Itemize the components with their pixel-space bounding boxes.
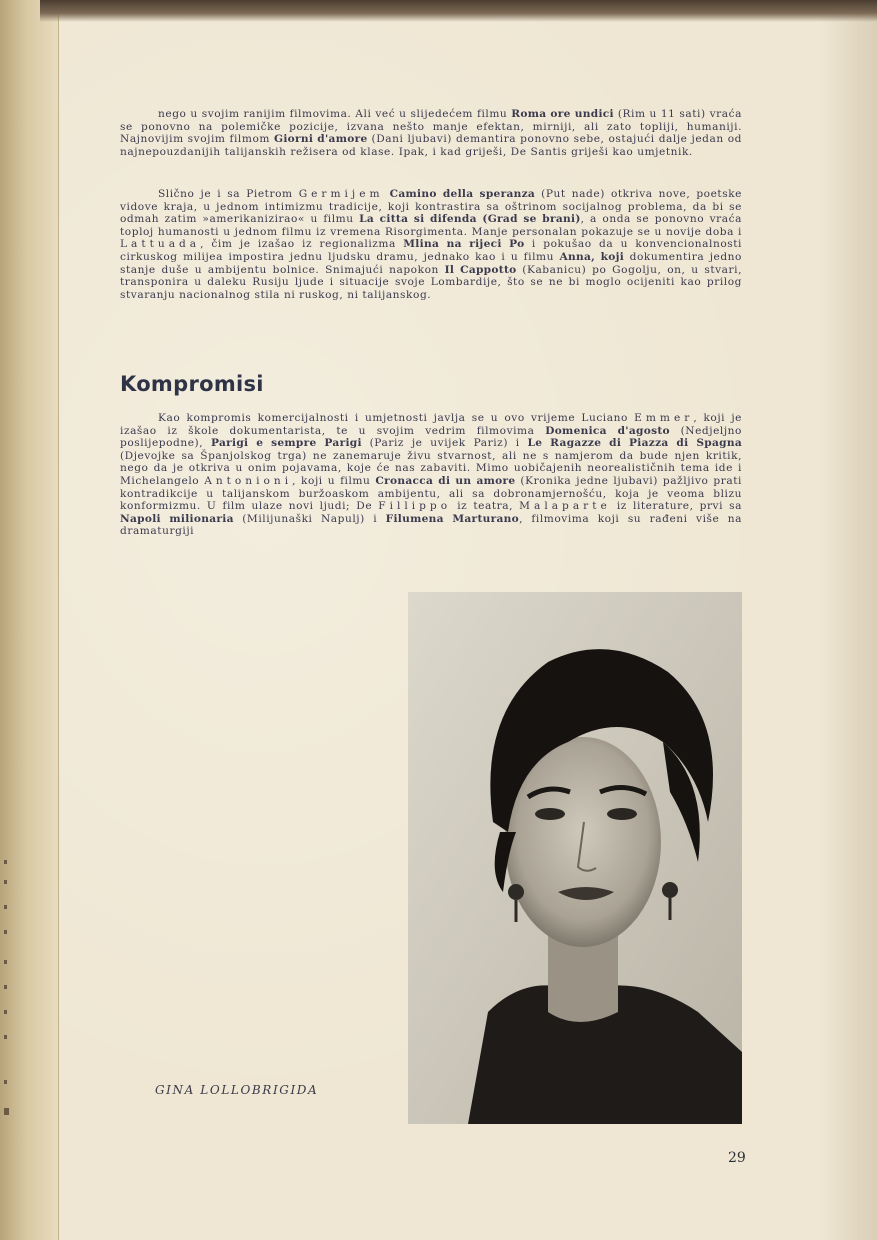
gutter-mark: [4, 1108, 9, 1115]
top-shadow-band: [40, 0, 877, 22]
paragraph-2: Slično je i sa Pietrom Germijem Camino della speranza (Put nade) otkriva nove, poetske vidove kraja, u jednom intimizmu tradicije, koji kontrastira sa oštrinom socijalnog problema, da bi se odmah zatim »amerikanizirao« u filmu La citta si difenda (Grad se brani), a onda se ponovno vraća toploj humanosti u jednom filmu iz vremena Risorgimenta. Manje personalan pokazuje se u novije doba i Lattuada, čim je izašao iz regionalizma Mlina na rijeci Po i pokušao da u konvencionalnosti cirkuskog milijea impostira jednu ljudsku dramu, jednako kao i u filmu Anna, koji dokumentira jedno stanje duše u ambijentu bolnice. Snimajući napokon Il Cappotto (Kabanicu) po Gogolju, on, u stvari, transponira u daleku Rusiju ljude i situacije svoje Lombardije, što se ne bi moglo ocijeniti kao prilog stvaranju nacionalnog stila ni ruskog, ni talijanskog.: [120, 188, 743, 301]
section-heading: Kompromisi: [120, 372, 264, 396]
gutter-mark: [4, 985, 7, 989]
gutter-mark: [4, 1010, 7, 1014]
gutter-mark: [4, 860, 7, 864]
portrait-illustration: [408, 592, 742, 1124]
gutter-mark: [4, 880, 7, 884]
gutter-mark: [4, 960, 7, 964]
gutter-mark: [4, 930, 7, 934]
paragraph-3: Kao kompromis komercijalnosti i umjetnosti javlja se u ovo vrijeme Luciano Emmer, koji je izašao iz škole dokumentarista, te u svojim vedrim filmovima Domenica d'agosto (Nedjeljno poslijepodne), Parigi e sempre Parigi (Pariz je uvijek Pariz) i Le Ragazze di Piazza di Spagna (Djevojke sa Španjolskog trga) ne zanemaruje živu stvarnost, ali ne s namjerom da bude njen kritik, nego da je otkriva u onim pojavama, koje će nas zabaviti. Mimo uobičajenih neorealističnih tema ide i Michelangelo Antonioni, koji u filmu Cronacca di un amore (Kronika jedne ljubavi) pažljivo prati kontradikcije u talijanskom buržoaskom ambijentu, ali sa dobronamjernošću, koja je veoma blizu konformizmu. U film ulaze novi ljudi; De Fillippo iz teatra, Malaparte iz literature, prvi sa Napoli milionaria (Milijunaški Napulj) i Filumena Marturano, filmovima koji su rađeni više na dramaturgiji: [120, 412, 743, 538]
photo-caption: GINA LOLLOBRIGIDA: [155, 1083, 319, 1097]
page-gutter: [0, 0, 59, 1240]
page-number: 29: [728, 1150, 746, 1166]
gutter-mark: [4, 1080, 7, 1084]
paragraph-1: nego u svojim ranijim filmovima. Ali već u slijedećem filmu Roma ore undici (Rim u 11 sati) vraća se ponovno na polemičke pozicije, izvana nešto manje efektan, mirniji, ali zato topliji, humaniji. Najnovijim svojim filmom Giorni d'amore (Dani ljubavi) demantira ponovno sebe, ostajući dalje jedan od najnepouzdanijih talijanskih režisera od klase. Ipak, i kad griješi, De Santis griješi kao umjetnik.: [120, 108, 742, 158]
portrait-photo: [408, 592, 742, 1124]
gutter-mark: [4, 905, 7, 909]
gutter-mark: [4, 1035, 7, 1039]
